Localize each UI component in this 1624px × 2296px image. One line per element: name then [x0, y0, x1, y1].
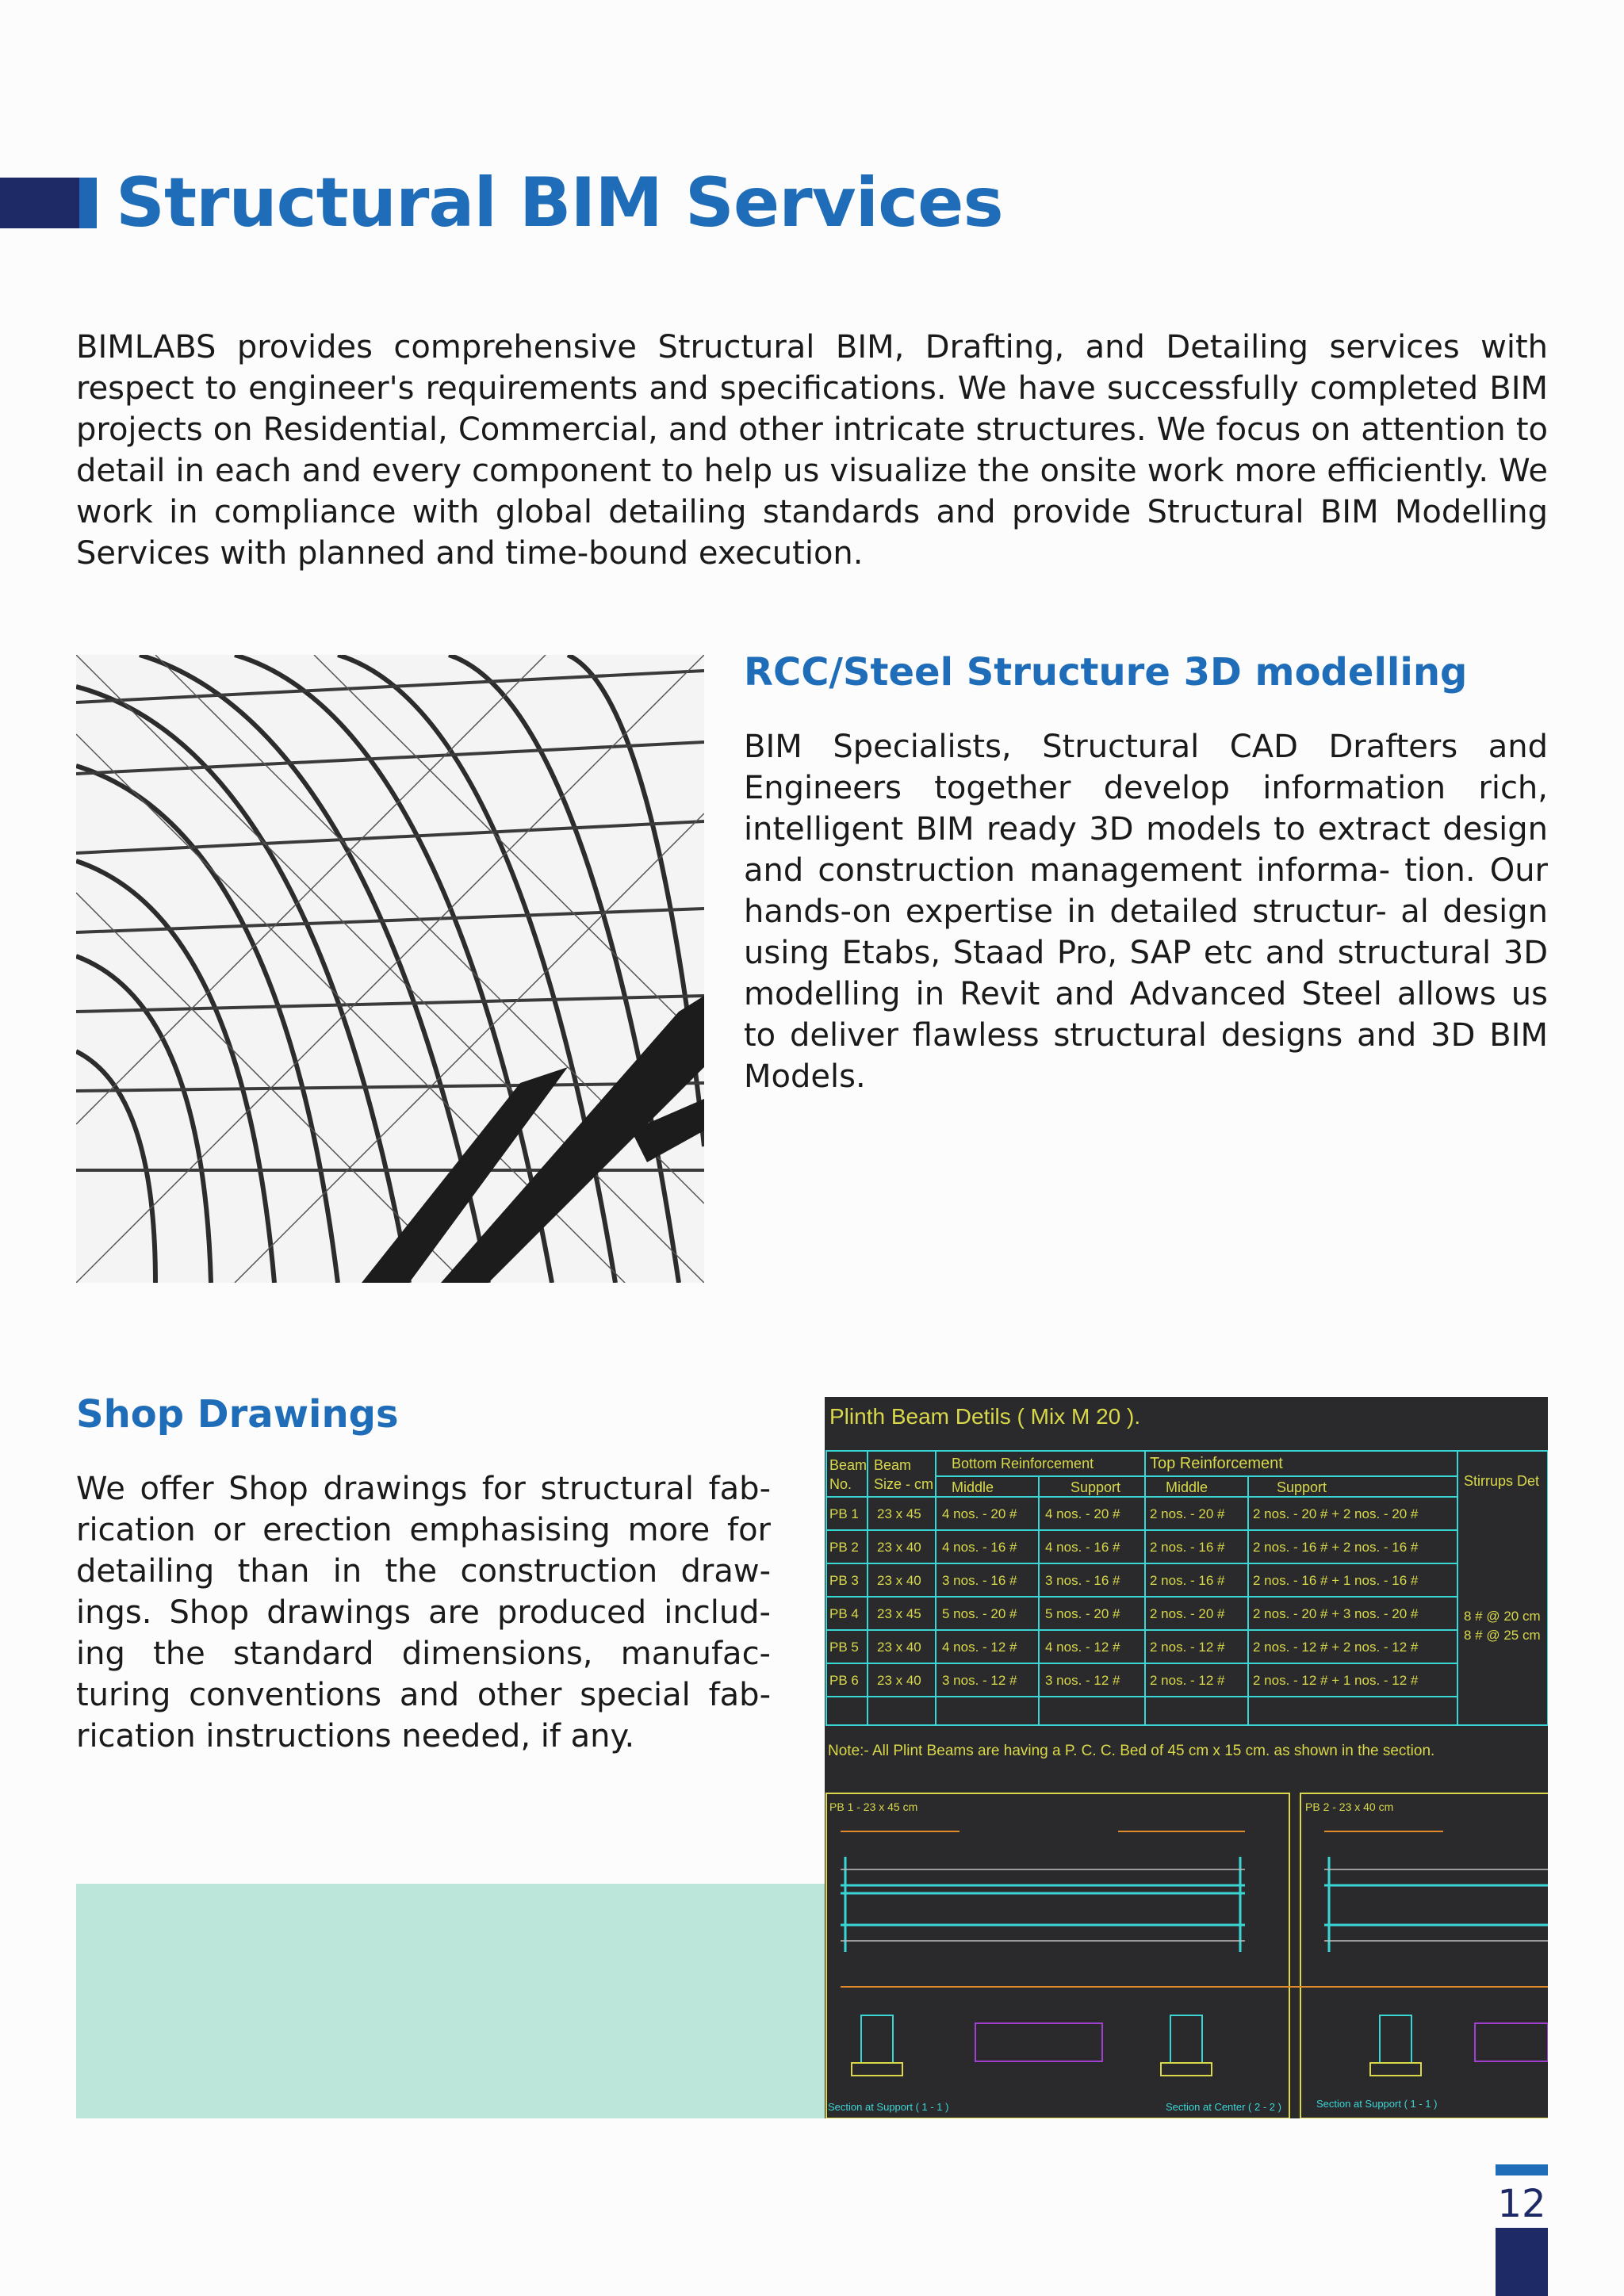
page-number-accent-top: [1496, 2164, 1548, 2175]
cad-cell-t-mid: 2 nos. - 20 #: [1150, 1506, 1225, 1521]
cad-cell-b-mid: 4 nos. - 20 #: [942, 1506, 1017, 1521]
hdr-top: Top Reinforcement: [1150, 1455, 1283, 1472]
cad-cell-b-sup: 3 nos. - 12 #: [1045, 1673, 1120, 1688]
hdr-top-middle: Middle: [1166, 1479, 1208, 1495]
cad-cell-t-mid: 2 nos. - 12 #: [1150, 1640, 1225, 1655]
cad-cell-size: 23 x 45: [877, 1506, 921, 1521]
cad-cell-size: 23 x 40: [877, 1640, 921, 1655]
hdr-top-support: Support: [1277, 1479, 1327, 1495]
section-label-2: Section at Center ( 2 - 2 ): [1166, 2101, 1281, 2113]
title-accent-bar: [0, 178, 79, 228]
section-label-3: Section at Support ( 1 - 1 ): [1316, 2098, 1438, 2110]
intro-paragraph: BIMLABS provides comprehensive Structural BIM, Drafting, and Detailing services with respect to engineer's requirements and specifications. We have successfully completed BIM projects on Residential, Commercial, and other intricate structures. We focus on attention to detail in each and every component to help us visualize the onsite work more efficiently. We work in compliance with global detailing standards and provide Structural BIM Modelling Services with planned and time-bound execution.: [76, 329, 1548, 572]
cad-cell-b-sup: 4 nos. - 12 #: [1045, 1640, 1120, 1655]
cad-cell-b-sup: 3 nos. - 16 #: [1045, 1573, 1120, 1588]
cad-cell-size: 23 x 40: [877, 1540, 921, 1555]
cad-cell-b-mid: 5 nos. - 20 #: [942, 1606, 1017, 1621]
cad-cell-t-sup: 2 nos. - 12 # + 2 nos. - 12 #: [1253, 1640, 1419, 1655]
cad-cell-no: PB 6: [829, 1673, 859, 1688]
shop-section-title: Shop Drawings: [76, 1392, 399, 1437]
title-accent-bar-light: [79, 178, 97, 228]
cad-cell-t-sup: 2 nos. - 16 # + 2 nos. - 16 #: [1253, 1540, 1419, 1555]
cad-cell-b-mid: 4 nos. - 12 #: [942, 1640, 1017, 1655]
cad-note: Note:- All Plint Beams are having a P. C. C. Bed of 45 cm x 15 cm. as shown in the section.: [828, 1743, 1435, 1759]
hdr-beam-size-2: Size - cm: [874, 1476, 934, 1492]
steel-structure-photo: [76, 655, 704, 1283]
cad-cell-t-mid: 2 nos. - 12 #: [1150, 1673, 1225, 1688]
hdr-bottom: Bottom Reinforcement: [952, 1456, 1094, 1471]
hdr-bottom-support: Support: [1071, 1479, 1121, 1495]
cad-cell-b-mid: 4 nos. - 16 #: [942, 1540, 1017, 1555]
cad-cell-size: 23 x 40: [877, 1673, 921, 1688]
cad-cell-no: PB 2: [829, 1540, 859, 1555]
cad-cell-b-mid: 3 nos. - 16 #: [942, 1573, 1017, 1588]
cad-cell-no: PB 5: [829, 1640, 859, 1655]
shop-section-paragraph: We offer Shop drawings for structural fab- rication or erection emphasising more for detailing than in the construction draw- ings. Shop drawings are produced includ- ing the standard dimensions, manufac- turing conventions and other special fab- rication instructions needed, if any.: [76, 1471, 771, 1755]
cad-cell-no: PB 4: [829, 1606, 859, 1621]
stirrups-1: 8 # @ 20 cm: [1464, 1609, 1541, 1624]
page-title: Structural BIM Services: [116, 163, 1003, 243]
hdr-bottom-middle: Middle: [952, 1479, 994, 1495]
hdr-stirrups: Stirrups Det: [1464, 1473, 1540, 1489]
panel-left-label: PB 1 - 23 x 45 cm: [829, 1800, 918, 1813]
mint-accent-block: [76, 1884, 825, 2118]
cad-shop-drawing: [825, 1397, 1548, 2118]
rcc-section-title: RCC/Steel Structure 3D modelling: [744, 650, 1468, 695]
cad-drawing-svg: [825, 1397, 1548, 2118]
panel-right-label: PB 2 - 23 x 40 cm: [1305, 1800, 1394, 1813]
hdr-beam-no-2: No.: [829, 1476, 852, 1492]
cad-cell-no: PB 1: [829, 1506, 859, 1521]
cad-cell-b-sup: 5 nos. - 20 #: [1045, 1606, 1120, 1621]
cad-title: Plinth Beam Detils ( Mix M 20 ).: [829, 1404, 1141, 1429]
cad-cell-size: 23 x 40: [877, 1573, 921, 1588]
rcc-section-paragraph: BIM Specialists, Structural CAD Drafters and Engineers together develop information rich, intelligent BIM ready 3D models to extract design and construction management informa- tion. Our hands-on expertise in detailed structur- al design using Etabs, Staad Pro, SAP etc and structural 3D modelling in Revit and Advanced Steel allows us to deliver flawless structural designs and 3D BIM Models.: [744, 729, 1548, 1095]
page-number-accent-bottom: [1496, 2228, 1548, 2296]
page-number: 12: [1497, 2182, 1546, 2226]
cad-cell-t-mid: 2 nos. - 16 #: [1150, 1540, 1225, 1555]
cad-cell-no: PB 3: [829, 1573, 859, 1588]
cad-cell-b-sup: 4 nos. - 20 #: [1045, 1506, 1120, 1521]
hdr-beam-no-1: Beam: [829, 1457, 868, 1473]
cad-cell-b-sup: 4 nos. - 16 #: [1045, 1540, 1120, 1555]
cad-cell-t-sup: 2 nos. - 20 # + 3 nos. - 20 #: [1253, 1606, 1419, 1621]
cad-cell-t-sup: 2 nos. - 16 # + 1 nos. - 16 #: [1253, 1573, 1419, 1588]
section-label-1: Section at Support ( 1 - 1 ): [828, 2101, 949, 2113]
steel-structure-illustration: [76, 655, 704, 1283]
stirrups-2: 8 # @ 25 cm: [1464, 1628, 1541, 1643]
cad-cell-size: 23 x 45: [877, 1606, 921, 1621]
cad-cell-t-sup: 2 nos. - 12 # + 1 nos. - 12 #: [1253, 1673, 1419, 1688]
cad-cell-t-sup: 2 nos. - 20 # + 2 nos. - 20 #: [1253, 1506, 1419, 1521]
cad-cell-b-mid: 3 nos. - 12 #: [942, 1673, 1017, 1688]
cad-cell-t-mid: 2 nos. - 16 #: [1150, 1573, 1225, 1588]
hdr-beam-size-1: Beam: [874, 1457, 912, 1473]
cad-cell-t-mid: 2 nos. - 20 #: [1150, 1606, 1225, 1621]
